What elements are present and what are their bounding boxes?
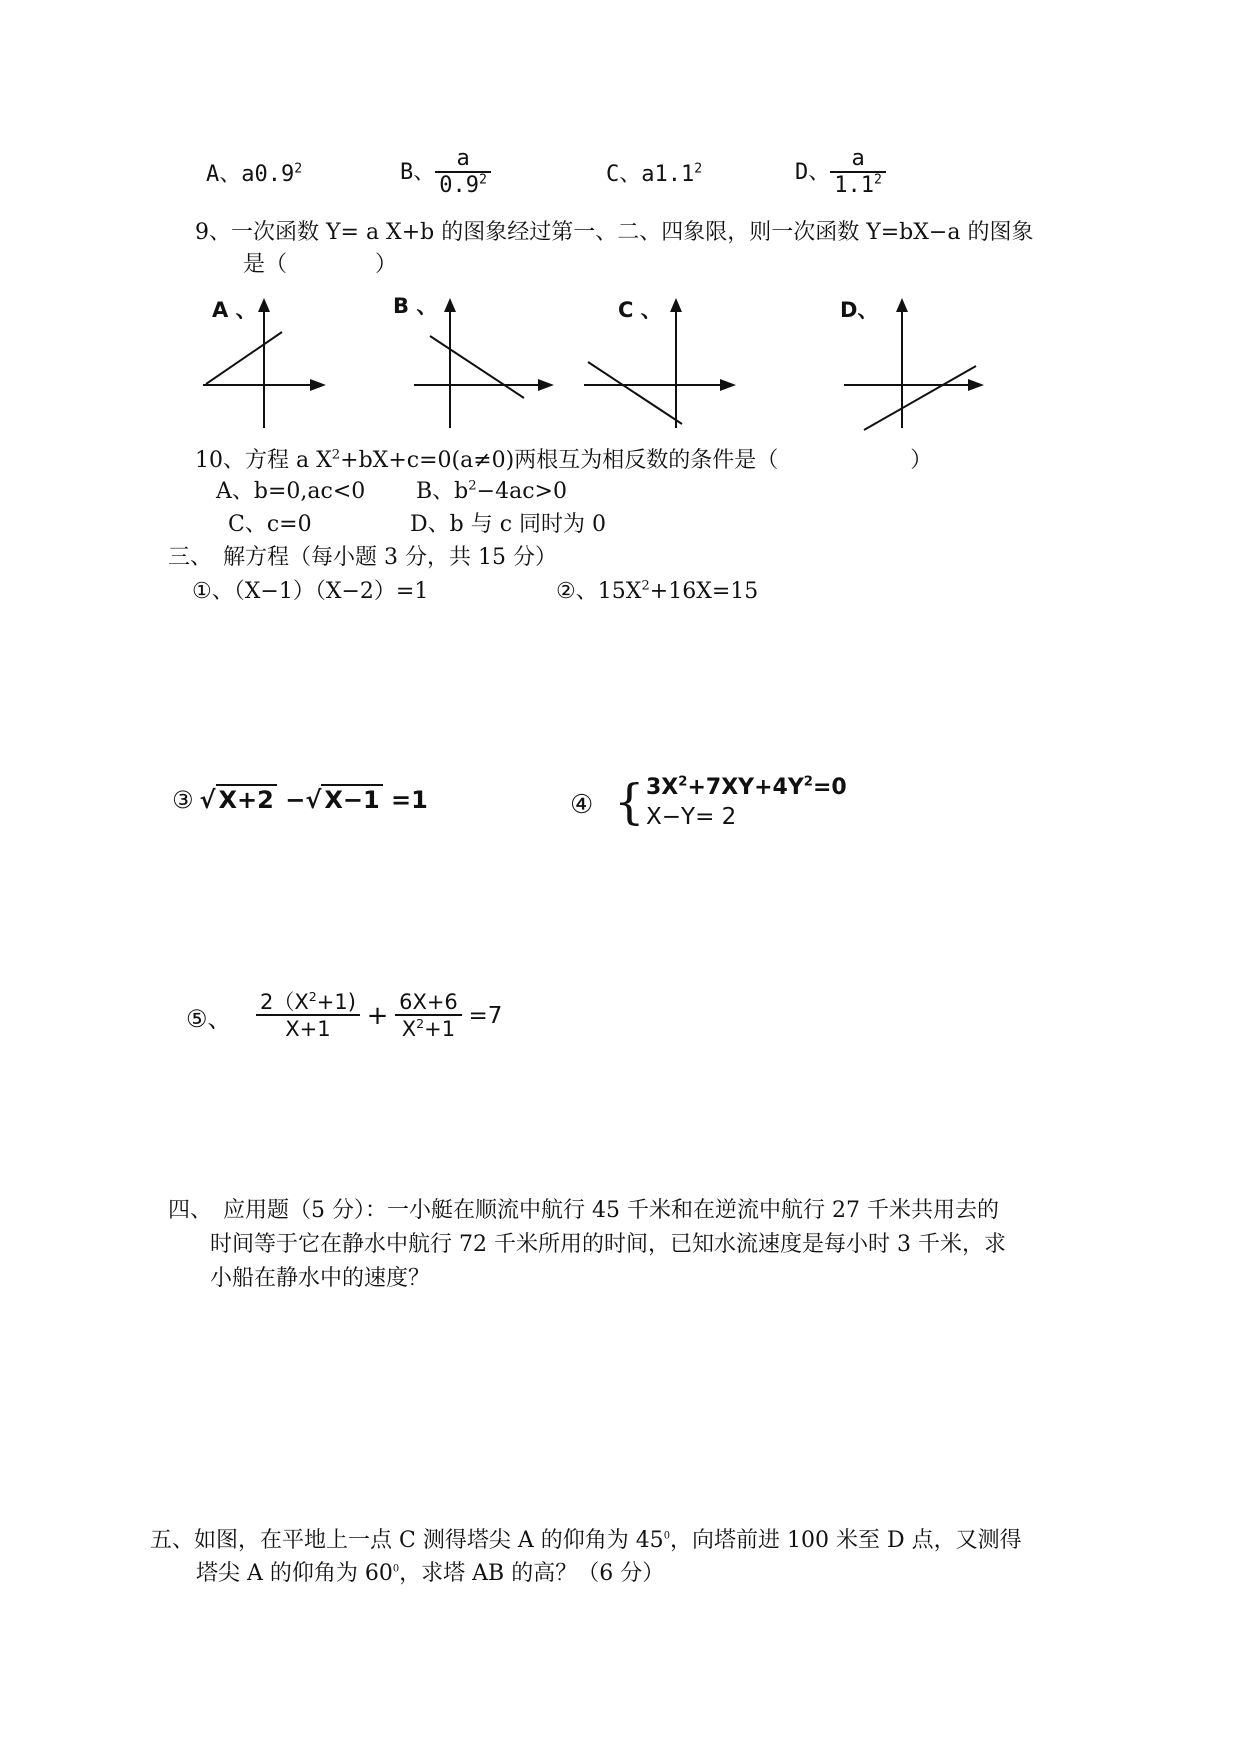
- q8-option-d: [795, 147, 886, 199]
- eq4-brace: {: [614, 774, 645, 830]
- eq-text: +16X=15: [649, 579, 759, 604]
- denominator: X+1: [285, 1017, 331, 1041]
- text: ，向塔前进 100 米至 D 点，又测得: [669, 1528, 1022, 1553]
- exponent: 2: [641, 578, 650, 594]
- text: 塔尖 A 的仰角为 60: [196, 1561, 393, 1586]
- eq5-fraction-1: [256, 990, 360, 1042]
- eq-text: +7XY+4Y: [687, 775, 804, 800]
- graph-a-label: A 、: [212, 298, 257, 322]
- q9-stem-line1: 9、一次函数 Y= a X+b 的图象经过第一、二、四象限，则一次函数 Y=bX−a 的图象: [195, 220, 1034, 245]
- exponent: 2: [479, 172, 487, 188]
- denominator-text: 1.1: [834, 173, 874, 198]
- text: ，求塔 AB 的高？（6 分）: [399, 1561, 665, 1586]
- eq4-line2: X−Y= 2: [646, 804, 737, 830]
- radicand: X+2: [216, 784, 277, 814]
- eq1: ①、（X−1）（X−2）=1: [192, 579, 429, 604]
- denominator-text: +1: [424, 1017, 456, 1041]
- numerator-text: +1): [316, 990, 356, 1014]
- exponent: 2: [416, 1016, 425, 1031]
- eq-text: 3X: [646, 775, 679, 800]
- eq3: [172, 786, 428, 814]
- eq-number: ③: [172, 786, 194, 814]
- option-text: a0.9: [241, 162, 295, 187]
- denominator: [830, 173, 886, 199]
- exponent: 2: [694, 161, 703, 177]
- q10-option-b: [416, 477, 567, 507]
- minus-sign: −: [285, 786, 306, 814]
- option-label: B、: [400, 160, 436, 185]
- q8-option-b: [400, 147, 491, 199]
- section4-line3: 小船在静水中的速度？: [210, 1266, 431, 1291]
- numerator: a: [435, 147, 491, 173]
- exponent: 2: [874, 172, 882, 188]
- stem-text: 10、方程 a X: [195, 448, 332, 473]
- eq-text: =0: [812, 775, 847, 800]
- numerator: [256, 990, 360, 1016]
- section3-heading: 三、 解方程（每小题 3 分，共 15 分）: [168, 545, 557, 570]
- eq-text: ②、15X: [556, 579, 642, 604]
- eq4-mark: ④: [570, 790, 594, 820]
- graph-d-svg: [842, 296, 992, 431]
- graph-b-label: B 、: [393, 294, 438, 318]
- rhs: =7: [468, 1003, 503, 1029]
- section5-line2: [196, 1559, 664, 1589]
- graph-d: [842, 296, 992, 431]
- graph-c-label: C 、: [618, 298, 662, 322]
- graph-a-svg: [200, 296, 330, 431]
- section5-line1: [150, 1526, 1022, 1556]
- option-label: A、: [206, 162, 242, 187]
- exponent: 2: [803, 774, 813, 790]
- rhs: =1: [391, 786, 428, 814]
- q10-option-a: A、b=0,ac<0: [216, 479, 366, 504]
- numerator-text: 2（X: [260, 990, 309, 1014]
- numerator: a: [830, 147, 886, 173]
- degree-mark: 0: [663, 1530, 670, 1542]
- exponent: 2: [468, 478, 477, 494]
- sqrt-2: √ X−1: [305, 786, 382, 814]
- text: 五、如图，在平地上一点 C 测得塔尖 A 的仰角为 45: [150, 1528, 664, 1553]
- eq2: [556, 577, 758, 607]
- section4-line1: 四、 应用题（5 分）：一小艇在顺流中航行 45 千米和在逆流中航行 27 千米共用去的: [168, 1198, 999, 1223]
- degree-mark: 0: [392, 1563, 400, 1575]
- q8-option-a: [206, 160, 302, 190]
- graph-b: [412, 296, 562, 431]
- denominator-text: 0.9: [439, 173, 479, 198]
- radicand: X−1: [321, 784, 382, 814]
- denominator-text: X: [401, 1017, 417, 1041]
- exponent: 2: [331, 447, 341, 463]
- eq5-mark: ⑤、: [186, 1005, 232, 1033]
- exponent: 2: [294, 161, 303, 177]
- graph-c-svg: [582, 296, 742, 431]
- eq4-line1: [646, 775, 847, 800]
- denominator: [435, 173, 491, 199]
- eq5: [256, 990, 502, 1042]
- graph-a: [200, 296, 330, 431]
- denominator: [395, 1016, 462, 1042]
- fraction: [830, 147, 886, 199]
- section4-line2: 时间等于它在静水中航行 72 千米所用的时间，已知水流速度是每小时 3 千米，求: [210, 1232, 1006, 1257]
- option-text: −4ac>0: [476, 479, 567, 504]
- option-text: B、b: [416, 479, 469, 504]
- numerator: 6X+6: [395, 990, 462, 1016]
- option-text: a1.1: [641, 162, 695, 187]
- q10-option-c: C、c=0: [228, 512, 312, 537]
- option-label: C、: [606, 162, 642, 187]
- q10-stem: [195, 446, 932, 476]
- q8-option-c: [606, 160, 702, 190]
- graph-c: [582, 296, 742, 431]
- q9-stem-line2: 是（ ）: [243, 252, 398, 277]
- q10-option-d: D、b 与 c 同时为 0: [410, 512, 607, 537]
- sqrt-1: √ X+2: [200, 786, 277, 814]
- graph-b-svg: [412, 296, 562, 431]
- stem-text: +bX+c=0(a≠0)两根互为相反数的条件是（ ）: [340, 448, 933, 473]
- plus-sign: +: [366, 1001, 389, 1031]
- eq5-fraction-2: [395, 990, 462, 1042]
- exponent: 2: [678, 774, 688, 790]
- graph-d-label: D、: [840, 298, 879, 322]
- fraction: [435, 147, 491, 199]
- option-label: D、: [795, 160, 831, 185]
- exponent: 2: [308, 989, 317, 1004]
